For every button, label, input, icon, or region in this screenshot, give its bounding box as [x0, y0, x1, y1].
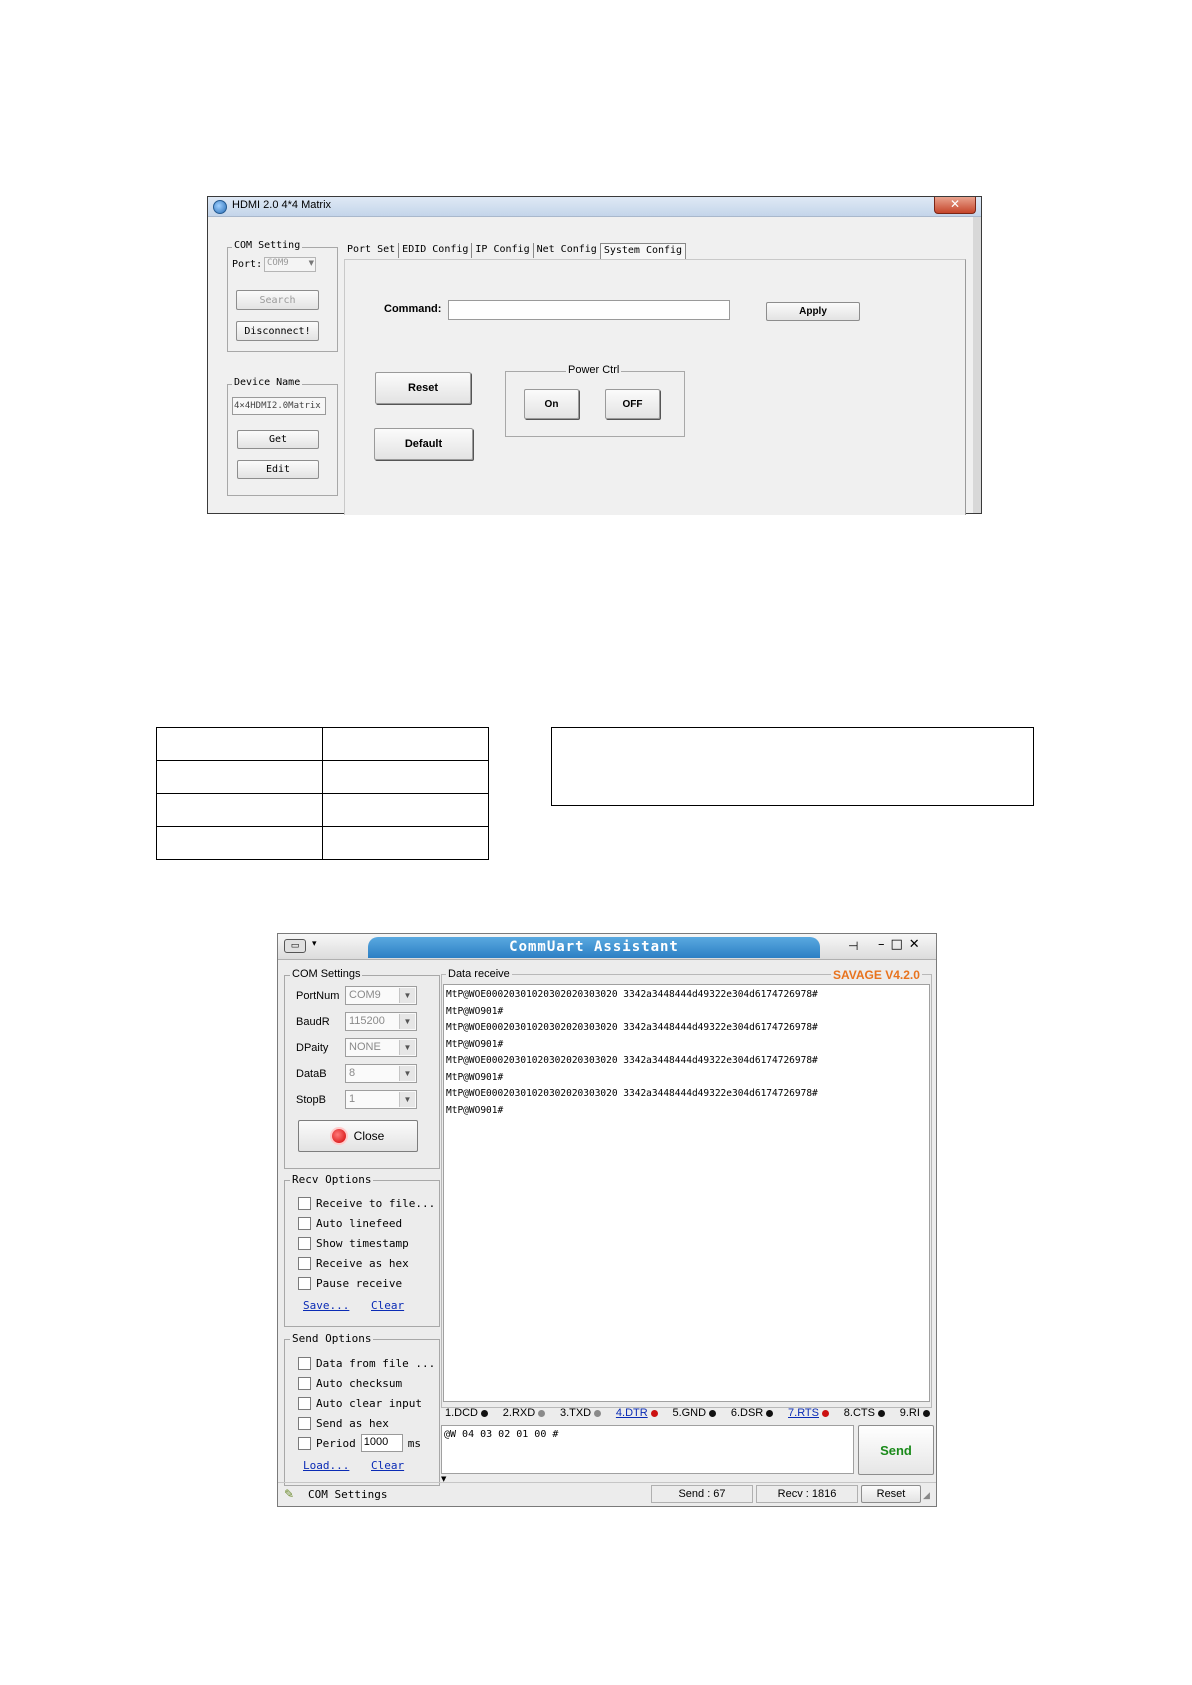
databits-select[interactable]: [345, 1064, 417, 1083]
table-cell: [157, 827, 323, 860]
pin-dtr[interactable]: [616, 1407, 658, 1419]
option-label: Pause receive: [316, 1276, 403, 1290]
minimize-icon[interactable]: –: [878, 937, 891, 952]
table-cell: [323, 794, 489, 827]
close-icon[interactable]: ✕: [908, 937, 926, 952]
table-cell: [323, 728, 489, 761]
receive-text-area[interactable]: [443, 984, 930, 1402]
table-cell: [157, 794, 323, 827]
data-receive-legend: Data receive: [448, 968, 510, 980]
databits-label: DataB: [296, 1068, 327, 1080]
pin-label: 9.RI: [899, 1407, 920, 1419]
get-button[interactable]: Get: [237, 430, 319, 449]
receive-line: MtP@WO901#: [446, 1038, 504, 1050]
chevron-down-icon: ▼: [399, 988, 415, 1003]
send-option-auto-clear-input[interactable]: [298, 1393, 435, 1413]
send-button[interactable]: Send: [858, 1425, 934, 1475]
checkbox[interactable]: [298, 1397, 311, 1410]
tab-edid-config[interactable]: EDID Config: [399, 243, 472, 258]
pin-dsr: [731, 1407, 773, 1419]
status-bar: [278, 1482, 936, 1506]
window-title: CommUart Assistant: [368, 937, 820, 958]
databits-value: 8: [349, 1067, 356, 1079]
title-bar: [278, 934, 936, 960]
recv-option-receive-to-file[interactable]: [298, 1193, 435, 1213]
close-window-button[interactable]: ✕: [934, 197, 976, 214]
serial-port-icon[interactable]: ▭: [284, 939, 306, 953]
recv-option-show-timestamp[interactable]: [298, 1233, 435, 1253]
status-text: COM Settings: [308, 1488, 388, 1501]
command-input[interactable]: [448, 300, 730, 320]
period-label: Period: [316, 1436, 356, 1450]
send-count: Send : 67: [651, 1485, 753, 1503]
pin-label: 5.GND: [672, 1407, 707, 1419]
send-options-legend: Send Options: [292, 1332, 372, 1345]
option-label: Send as hex: [316, 1416, 389, 1430]
pin-ri: [900, 1407, 930, 1419]
pin-label: 2.RXD: [502, 1407, 536, 1419]
checkbox[interactable]: [298, 1277, 311, 1290]
send-option-send-as-hex[interactable]: [298, 1413, 435, 1433]
recv-option-pause-receive[interactable]: [298, 1273, 435, 1293]
device-name-field[interactable]: 4×4HDMI2.0Matrix: [232, 397, 326, 415]
table-row: [157, 761, 489, 794]
tab-port-set[interactable]: Port Set: [344, 243, 399, 258]
apply-button[interactable]: Apply: [766, 302, 860, 321]
send-clear-link[interactable]: Clear: [371, 1459, 405, 1472]
baudrate-value: 115200: [349, 1015, 385, 1027]
recv-options-legend: Recv Options: [292, 1173, 372, 1186]
receive-line: MtP@WO901#: [446, 1104, 504, 1116]
table-cell: [323, 761, 489, 794]
save-link[interactable]: Save...: [303, 1299, 350, 1312]
close-port-button[interactable]: [298, 1120, 418, 1152]
table-cell: [157, 728, 323, 761]
pin-label: 3.TXD: [559, 1407, 592, 1419]
window-controls: [878, 937, 926, 952]
power-ctrl-legend: Power Ctrl: [568, 364, 620, 376]
com-setting-legend: COM Setting: [234, 240, 301, 251]
checkbox[interactable]: [298, 1257, 311, 1270]
recv-option-auto-linefeed[interactable]: [298, 1213, 435, 1233]
pin-label: 1.DCD: [445, 1407, 479, 1419]
chevron-down-icon: ▼: [399, 1066, 415, 1081]
option-label: Data from file ...: [316, 1356, 436, 1370]
reset-button[interactable]: Reset: [375, 372, 471, 404]
command-label: Command:: [384, 303, 442, 315]
stopbits-value: 1: [349, 1093, 356, 1105]
port-value: COM9: [267, 258, 289, 268]
power-on-button[interactable]: On: [524, 389, 579, 419]
send-options-list: [298, 1353, 435, 1453]
pin-indicator-icon: [709, 1410, 716, 1417]
table-cell: [323, 827, 489, 860]
pin-label: 6.DSR: [730, 1407, 764, 1419]
power-off-button[interactable]: OFF: [605, 389, 660, 419]
receive-line: MtP@WOE00020301020302020303020 3342a3448444d49322e304d6174726978#: [446, 989, 818, 1000]
pin-indicator-icon: [594, 1410, 601, 1417]
option-label: Auto linefeed: [316, 1216, 403, 1230]
parity-label: DPaity: [296, 1042, 329, 1054]
commuart-window: [277, 933, 937, 1507]
receive-line: MtP@WOE00020301020302020303020 3342a3448444d49322e304d6174726978#: [446, 1088, 818, 1099]
tab-bar: [344, 243, 686, 259]
receive-line: MtP@WO901#: [446, 1005, 504, 1017]
device-name-legend: Device Name: [234, 377, 301, 388]
pin-rts[interactable]: [788, 1407, 829, 1419]
menu-dropdown-icon[interactable]: ▾: [312, 939, 317, 949]
checkbox[interactable]: [298, 1217, 311, 1230]
status-light-icon: [332, 1129, 346, 1143]
option-label: Auto clear input: [316, 1396, 422, 1410]
recv-clear-link[interactable]: Clear: [371, 1299, 405, 1312]
parity-value: NONE: [349, 1041, 381, 1053]
default-button[interactable]: Default: [374, 428, 473, 460]
recv-options-list: [298, 1193, 435, 1293]
tab-net-config[interactable]: Net Config: [536, 244, 597, 255]
maximize-icon[interactable]: □: [890, 937, 909, 952]
stopbits-label: StopB: [296, 1094, 326, 1106]
version-label: SAVAGE V4.2.0: [833, 968, 920, 982]
pin-status-bar: [443, 1404, 932, 1422]
load-link[interactable]: Load...: [303, 1459, 350, 1472]
recv-option-receive-as-hex[interactable]: [298, 1253, 435, 1273]
checkbox[interactable]: [298, 1237, 311, 1250]
search-button[interactable]: Search: [236, 290, 319, 310]
send-option-data-from-file[interactable]: [298, 1353, 435, 1373]
portnum-label: PortNum: [296, 990, 340, 1002]
resize-grip-icon[interactable]: ◢: [923, 1491, 930, 1501]
empty-table: [156, 727, 489, 860]
send-input[interactable]: @W 04 03 02 01 00 #: [441, 1425, 854, 1474]
edit-button[interactable]: Edit: [237, 460, 319, 479]
pin-dcd: [445, 1407, 488, 1419]
chevron-down-icon: ▼: [308, 259, 314, 267]
option-label: Receive as hex: [316, 1256, 409, 1270]
pin-label: 8.CTS: [843, 1407, 875, 1419]
pin-indicator-icon: [878, 1410, 885, 1417]
pin-indicator-icon: [766, 1410, 773, 1417]
recv-count: Recv : 1816: [756, 1485, 858, 1503]
checkbox[interactable]: [298, 1417, 311, 1430]
receive-line: MtP@WOE00020301020302020303020 3342a3448444d49322e304d6174726978#: [446, 1055, 818, 1066]
receive-line: MtP@WOE00020301020302020303020 3342a3448444d49322e304d6174726978#: [446, 1022, 818, 1033]
pin-rxd: [503, 1407, 545, 1419]
title-bar: [208, 197, 981, 217]
pin-icon[interactable]: ⊣: [848, 939, 859, 953]
send-option-auto-checksum[interactable]: [298, 1373, 435, 1393]
period-unit: ms: [407, 1436, 421, 1450]
receive-line: MtP@WO901#: [446, 1071, 504, 1083]
option-label: Show timestamp: [316, 1236, 409, 1250]
checkbox[interactable]: [298, 1377, 311, 1390]
chevron-down-icon: ▼: [399, 1092, 415, 1107]
table-row: [157, 827, 489, 860]
pin-indicator-icon: [538, 1410, 545, 1417]
vertical-scrollbar[interactable]: [973, 217, 981, 513]
checkbox[interactable]: [298, 1437, 311, 1450]
scroll-down-icon[interactable]: ▼: [441, 1475, 447, 1483]
option-label: Auto checksum: [316, 1376, 403, 1390]
option-label: Receive to file...: [316, 1196, 436, 1210]
baudrate-select[interactable]: [345, 1012, 417, 1031]
pin-gnd: [672, 1407, 716, 1419]
pin-label[interactable]: 7.RTS: [788, 1407, 819, 1419]
port-select[interactable]: [264, 257, 316, 272]
port-label: Port:: [232, 259, 263, 270]
pin-cts: [844, 1407, 885, 1419]
reset-counter-button[interactable]: Reset: [861, 1485, 921, 1503]
pin-txd: [560, 1407, 601, 1419]
period-input[interactable]: 1000: [361, 1434, 403, 1452]
settings-tool-icon: ✎: [284, 1487, 295, 1501]
pin-indicator-icon: [822, 1410, 829, 1417]
tab-ip-config[interactable]: IP Config: [472, 243, 533, 258]
table-row: [157, 728, 489, 761]
checkbox[interactable]: [298, 1197, 311, 1210]
tab-system-config[interactable]: System Config: [600, 243, 686, 259]
disconnect-button[interactable]: Disconnect!: [236, 321, 319, 341]
app-icon: [213, 200, 227, 214]
parity-select[interactable]: [345, 1038, 417, 1057]
chevron-down-icon: ▼: [399, 1040, 415, 1055]
portnum-value: COM9: [349, 989, 381, 1001]
chevron-down-icon: ▼: [399, 1014, 415, 1029]
table-row: [157, 794, 489, 827]
checkbox[interactable]: [298, 1357, 311, 1370]
window-title: HDMI 2.0 4*4 Matrix: [232, 199, 332, 211]
pin-indicator-icon: [481, 1410, 488, 1417]
send-option-period[interactable]: [298, 1433, 435, 1453]
table-cell: [157, 761, 323, 794]
close-port-label: Close: [353, 1129, 385, 1143]
pin-label[interactable]: 4.DTR: [615, 1407, 648, 1419]
baudrate-label: BaudR: [296, 1016, 330, 1028]
empty-box: [551, 727, 1034, 806]
pin-indicator-icon: [923, 1410, 930, 1417]
pin-indicator-icon: [651, 1410, 658, 1417]
stopbits-select[interactable]: [345, 1090, 417, 1109]
portnum-select[interactable]: [345, 986, 417, 1005]
com-settings-legend: COM Settings: [292, 968, 361, 980]
hdmi-matrix-window: [207, 196, 982, 514]
